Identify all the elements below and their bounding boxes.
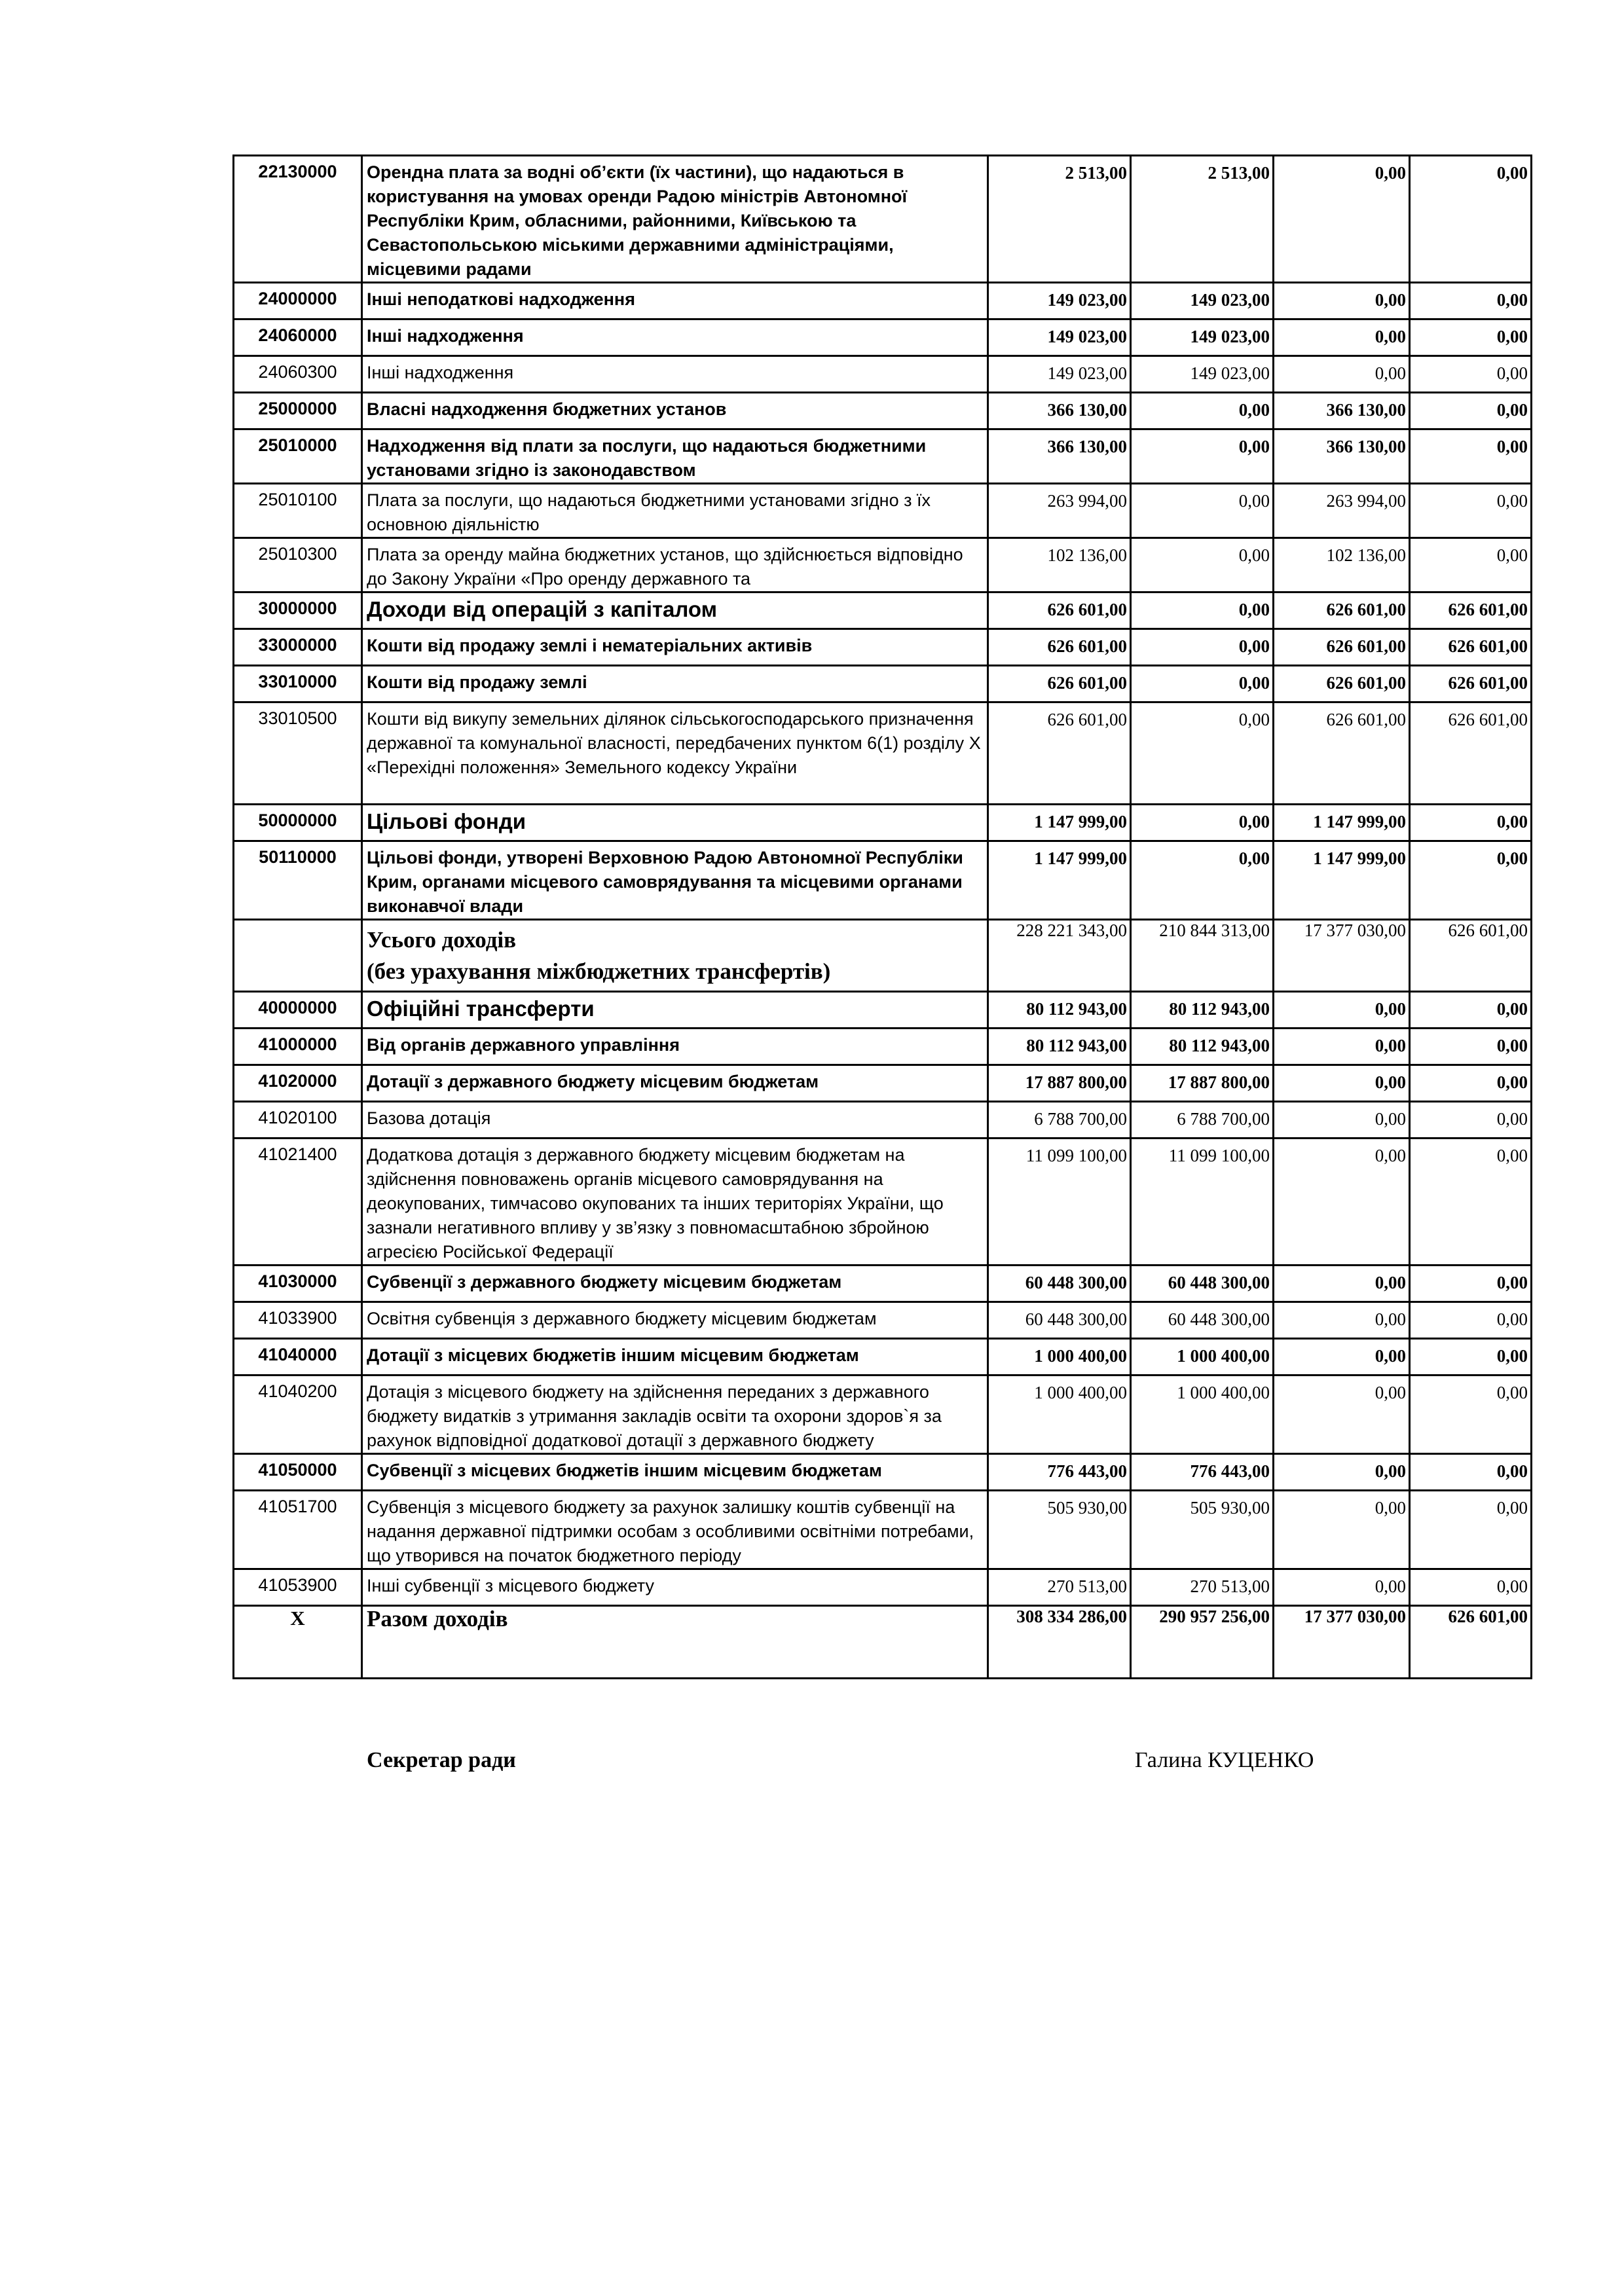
row-general-fund: 0,00	[1131, 538, 1274, 592]
row-special-fund: 0,00	[1274, 283, 1410, 319]
row-development-budget: 0,00	[1410, 429, 1532, 484]
row-total: 11 099 100,00	[988, 1139, 1131, 1266]
row-name: Власні надходження бюджетних установ	[362, 393, 988, 429]
row-general-fund: 60 448 300,00	[1131, 1266, 1274, 1302]
row-name: Плата за послуги, що надаються бюджетними установами згідно з їх основною діяльністю	[362, 484, 988, 538]
row-development-budget: 0,00	[1410, 1029, 1532, 1065]
row-name: Плата за оренду майна бюджетних установ, що здійснюється відповідно до Закону України «Про оренду державного та	[362, 538, 988, 592]
row-development-budget: 626 601,00	[1410, 629, 1532, 666]
row-name: Усього доходів (без урахування міжбюджетних трансфертів)	[362, 920, 988, 992]
row-development-budget: 0,00	[1410, 1065, 1532, 1102]
table-row	[234, 992, 1532, 1029]
row-special-fund: 0,00	[1274, 1266, 1410, 1302]
row-development-budget: 0,00	[1410, 393, 1532, 429]
table-row	[234, 319, 1532, 356]
row-name: Дотації з державного бюджету місцевим бюджетам	[362, 1065, 988, 1102]
row-total: 149 023,00	[988, 319, 1131, 356]
row-code: 24000000	[234, 283, 362, 319]
row-special-fund: 366 130,00	[1274, 393, 1410, 429]
row-development-budget: 0,00	[1410, 484, 1532, 538]
row-general-fund: 776 443,00	[1131, 1454, 1274, 1491]
row-special-fund: 626 601,00	[1274, 592, 1410, 629]
row-development-budget: 0,00	[1410, 1491, 1532, 1569]
row-total: 308 334 286,00	[988, 1606, 1131, 1679]
row-general-fund: 11 099 100,00	[1131, 1139, 1274, 1266]
row-development-budget: 626 601,00	[1410, 702, 1532, 805]
row-development-budget: 0,00	[1410, 538, 1532, 592]
row-special-fund: 0,00	[1274, 1491, 1410, 1569]
row-general-fund: 6 788 700,00	[1131, 1102, 1274, 1139]
row-total: 6 788 700,00	[988, 1102, 1131, 1139]
table-row	[234, 666, 1532, 702]
table-row	[234, 1102, 1532, 1139]
row-name: Доходи від операцій з капіталом	[362, 592, 988, 629]
row-total: 263 994,00	[988, 484, 1131, 538]
row-code: 40000000	[234, 992, 362, 1029]
row-general-fund: 0,00	[1131, 702, 1274, 805]
row-special-fund: 0,00	[1274, 1569, 1410, 1606]
row-name: Субвенції з державного бюджету місцевим бюджетам	[362, 1266, 988, 1302]
row-code: 41053900	[234, 1569, 362, 1606]
row-special-fund: 0,00	[1274, 992, 1410, 1029]
row-code: 41050000	[234, 1454, 362, 1491]
row-general-fund: 270 513,00	[1131, 1569, 1274, 1606]
table-row	[234, 484, 1532, 538]
row-code: 41040200	[234, 1376, 362, 1454]
row-general-fund: 17 887 800,00	[1131, 1065, 1274, 1102]
row-special-fund: 0,00	[1274, 156, 1410, 283]
row-special-fund: 0,00	[1274, 356, 1410, 393]
row-development-budget: 0,00	[1410, 283, 1532, 319]
row-development-budget: 0,00	[1410, 992, 1532, 1029]
row-special-fund: 1 147 999,00	[1274, 805, 1410, 841]
row-total: 60 448 300,00	[988, 1266, 1131, 1302]
row-special-fund: 102 136,00	[1274, 538, 1410, 592]
row-total: 626 601,00	[988, 592, 1131, 629]
row-code: 24060300	[234, 356, 362, 393]
row-name: Інші надходження	[362, 356, 988, 393]
row-name: Інші надходження	[362, 319, 988, 356]
row-code: 41033900	[234, 1302, 362, 1339]
row-general-fund: 80 112 943,00	[1131, 992, 1274, 1029]
table-row	[234, 1065, 1532, 1102]
row-special-fund: 366 130,00	[1274, 429, 1410, 484]
row-total: 228 221 343,00	[988, 920, 1131, 992]
row-development-budget: 0,00	[1410, 1266, 1532, 1302]
row-code: 30000000	[234, 592, 362, 629]
row-code: 50110000	[234, 841, 362, 920]
row-general-fund: 0,00	[1131, 592, 1274, 629]
table-row	[234, 356, 1532, 393]
row-code: 41020000	[234, 1065, 362, 1102]
row-development-budget: 0,00	[1410, 1302, 1532, 1339]
row-name: Дотації з місцевих бюджетів іншим місцевим бюджетам	[362, 1339, 988, 1376]
row-general-fund: 60 448 300,00	[1131, 1302, 1274, 1339]
row-total: 17 887 800,00	[988, 1065, 1131, 1102]
row-general-fund: 0,00	[1131, 805, 1274, 841]
row-total: 80 112 943,00	[988, 1029, 1131, 1065]
row-total: 366 130,00	[988, 429, 1131, 484]
row-total: 366 130,00	[988, 393, 1131, 429]
row-special-fund: 626 601,00	[1274, 629, 1410, 666]
row-name: Кошти від продажу землі	[362, 666, 988, 702]
row-special-fund: 626 601,00	[1274, 666, 1410, 702]
row-name: Офіційні трансферти	[362, 992, 988, 1029]
row-name: Цільові фонди	[362, 805, 988, 841]
row-general-fund: 2 513,00	[1131, 156, 1274, 283]
row-special-fund: 0,00	[1274, 1302, 1410, 1339]
row-special-fund: 0,00	[1274, 1376, 1410, 1454]
row-code: 25000000	[234, 393, 362, 429]
row-name: Субвенція з місцевого бюджету за рахунок залишку коштів субвенції на надання державної підтримки особам з особливими освітніми потребами, що утворився на початок бюджетного періоду	[362, 1491, 988, 1569]
row-total: 1 000 400,00	[988, 1339, 1131, 1376]
row-code: 41021400	[234, 1139, 362, 1266]
row-code: 41030000	[234, 1266, 362, 1302]
row-code: 33010500	[234, 702, 362, 805]
row-development-budget: 0,00	[1410, 1102, 1532, 1139]
row-total: 626 601,00	[988, 666, 1131, 702]
row-general-fund: 0,00	[1131, 393, 1274, 429]
table-row	[234, 283, 1532, 319]
row-special-fund: 0,00	[1274, 319, 1410, 356]
row-code: 41040000	[234, 1339, 362, 1376]
row-name: Субвенції з місцевих бюджетів іншим місцевим бюджетам	[362, 1454, 988, 1491]
table-row	[234, 702, 1532, 805]
row-development-budget: 626 601,00	[1410, 920, 1532, 992]
row-total: 1 000 400,00	[988, 1376, 1131, 1454]
row-name: Надходження від плати за послуги, що надаються бюджетними установами згідно із законодавством	[362, 429, 988, 484]
row-code: 50000000	[234, 805, 362, 841]
table-row	[234, 805, 1532, 841]
table-row	[234, 1266, 1532, 1302]
row-code: 25010100	[234, 484, 362, 538]
table-row	[234, 429, 1532, 484]
row-general-fund: 149 023,00	[1131, 356, 1274, 393]
row-special-fund: 0,00	[1274, 1102, 1410, 1139]
row-name: Базова дотація	[362, 1102, 988, 1139]
row-development-budget: 0,00	[1410, 1339, 1532, 1376]
table-row	[234, 1491, 1532, 1569]
row-development-budget: 626 601,00	[1410, 592, 1532, 629]
row-total: 776 443,00	[988, 1454, 1131, 1491]
table-row	[234, 920, 1532, 992]
row-general-fund: 290 957 256,00	[1131, 1606, 1274, 1679]
table-row	[234, 1569, 1532, 1606]
row-code: 25010300	[234, 538, 362, 592]
row-total: 270 513,00	[988, 1569, 1131, 1606]
row-special-fund: 17 377 030,00	[1274, 1606, 1410, 1679]
row-general-fund: 80 112 943,00	[1131, 1029, 1274, 1065]
row-name: Від органів державного управління	[362, 1029, 988, 1065]
row-total: 2 513,00	[988, 156, 1131, 283]
row-development-budget: 626 601,00	[1410, 1606, 1532, 1679]
row-total: 60 448 300,00	[988, 1302, 1131, 1339]
row-general-fund: 149 023,00	[1131, 319, 1274, 356]
row-general-fund: 0,00	[1131, 629, 1274, 666]
row-code: 25010000	[234, 429, 362, 484]
row-development-budget: 626 601,00	[1410, 666, 1532, 702]
table-row	[234, 1606, 1532, 1679]
row-special-fund: 0,00	[1274, 1139, 1410, 1266]
row-name: Разом доходів	[362, 1606, 988, 1679]
row-special-fund: 0,00	[1274, 1029, 1410, 1065]
table-row	[234, 841, 1532, 920]
row-code: 33010000	[234, 666, 362, 702]
row-name: Інші неподаткові надходження	[362, 283, 988, 319]
row-name: Інші субвенції з місцевого бюджету	[362, 1569, 988, 1606]
row-development-budget: 0,00	[1410, 1376, 1532, 1454]
table-row	[234, 1376, 1532, 1454]
table-row	[234, 393, 1532, 429]
row-name: Додаткова дотація з державного бюджету місцевим бюджетам на здійснення повноважень органів місцевого самоврядування на деокупованих, тимчасово окупованих та інших територіях України, що зазнали негативного впливу у зв’язку з повномасштабною збройною агресією Російської Федерації	[362, 1139, 988, 1266]
table-body	[234, 156, 1532, 1679]
row-development-budget: 0,00	[1410, 319, 1532, 356]
row-code: 24060000	[234, 319, 362, 356]
table-row	[234, 1454, 1532, 1491]
row-code: 41000000	[234, 1029, 362, 1065]
table-row	[234, 592, 1532, 629]
row-general-fund: 505 930,00	[1131, 1491, 1274, 1569]
signature-position: Секретар ради	[367, 1748, 516, 1772]
row-general-fund: 0,00	[1131, 429, 1274, 484]
row-total: 149 023,00	[988, 283, 1131, 319]
table-row	[234, 1139, 1532, 1266]
row-name: Кошти від викупу земельних ділянок сільськогосподарського призначення державної та комунальної власності, передбачених пунктом 6(1) розділу X «Перехідні положення» Земельного кодексу України	[362, 702, 988, 805]
row-name: Орендна плата за водні об’єкти (їх частини), що надаються в користування на умовах оренди Радою міністрів Автономної Республіки Крим, обласними, районними, Київською та Севастопольською міськими державними адміністраціями, місцевими радами	[362, 156, 988, 283]
row-total: 626 601,00	[988, 702, 1131, 805]
row-code	[234, 920, 362, 992]
table-row	[234, 156, 1532, 283]
row-special-fund: 1 147 999,00	[1274, 841, 1410, 920]
table-row	[234, 629, 1532, 666]
table-row	[234, 1302, 1532, 1339]
row-special-fund: 0,00	[1274, 1454, 1410, 1491]
row-total: 505 930,00	[988, 1491, 1131, 1569]
row-code: 41051700	[234, 1491, 362, 1569]
row-general-fund: 0,00	[1131, 666, 1274, 702]
row-general-fund: 1 000 400,00	[1131, 1376, 1274, 1454]
row-name: Освітня субвенція з державного бюджету місцевим бюджетам	[362, 1302, 988, 1339]
row-total: 149 023,00	[988, 356, 1131, 393]
row-development-budget: 0,00	[1410, 1454, 1532, 1491]
row-development-budget: 0,00	[1410, 805, 1532, 841]
row-special-fund: 0,00	[1274, 1339, 1410, 1376]
row-code: 22130000	[234, 156, 362, 283]
row-general-fund: 149 023,00	[1131, 283, 1274, 319]
row-special-fund: 626 601,00	[1274, 702, 1410, 805]
table-row	[234, 1339, 1532, 1376]
row-name: Цільові фонди, утворені Верховною Радою Автономної Республіки Крим, органами місцевого самоврядування та місцевими органами виконавчої влади	[362, 841, 988, 920]
row-total: 102 136,00	[988, 538, 1131, 592]
row-name: Дотація з місцевого бюджету на здійснення переданих з державного бюджету видатків з утримання закладів освіти та охорони здоров`я за рахунок відповідної додаткової дотації з державного бюджету	[362, 1376, 988, 1454]
row-development-budget: 0,00	[1410, 1139, 1532, 1266]
row-special-fund: 263 994,00	[1274, 484, 1410, 538]
row-special-fund: 0,00	[1274, 1065, 1410, 1102]
row-general-fund: 0,00	[1131, 841, 1274, 920]
table-row	[234, 538, 1532, 592]
row-total: 1 147 999,00	[988, 805, 1131, 841]
row-development-budget: 0,00	[1410, 156, 1532, 283]
row-general-fund: 1 000 400,00	[1131, 1339, 1274, 1376]
row-code: X	[234, 1606, 362, 1679]
row-total: 80 112 943,00	[988, 992, 1131, 1029]
revenue-table	[232, 155, 1532, 1679]
row-total: 1 147 999,00	[988, 841, 1131, 920]
row-development-budget: 0,00	[1410, 841, 1532, 920]
row-general-fund: 210 844 313,00	[1131, 920, 1274, 992]
row-code: 41020100	[234, 1102, 362, 1139]
row-name: Кошти від продажу землі і нематеріальних активів	[362, 629, 988, 666]
row-code: 33000000	[234, 629, 362, 666]
row-general-fund: 0,00	[1131, 484, 1274, 538]
table-row	[234, 1029, 1532, 1065]
signature-name: Галина КУЦЕНКО	[1135, 1748, 1314, 1772]
row-development-budget: 0,00	[1410, 356, 1532, 393]
row-total: 626 601,00	[988, 629, 1131, 666]
row-special-fund: 17 377 030,00	[1274, 920, 1410, 992]
row-development-budget: 0,00	[1410, 1569, 1532, 1606]
